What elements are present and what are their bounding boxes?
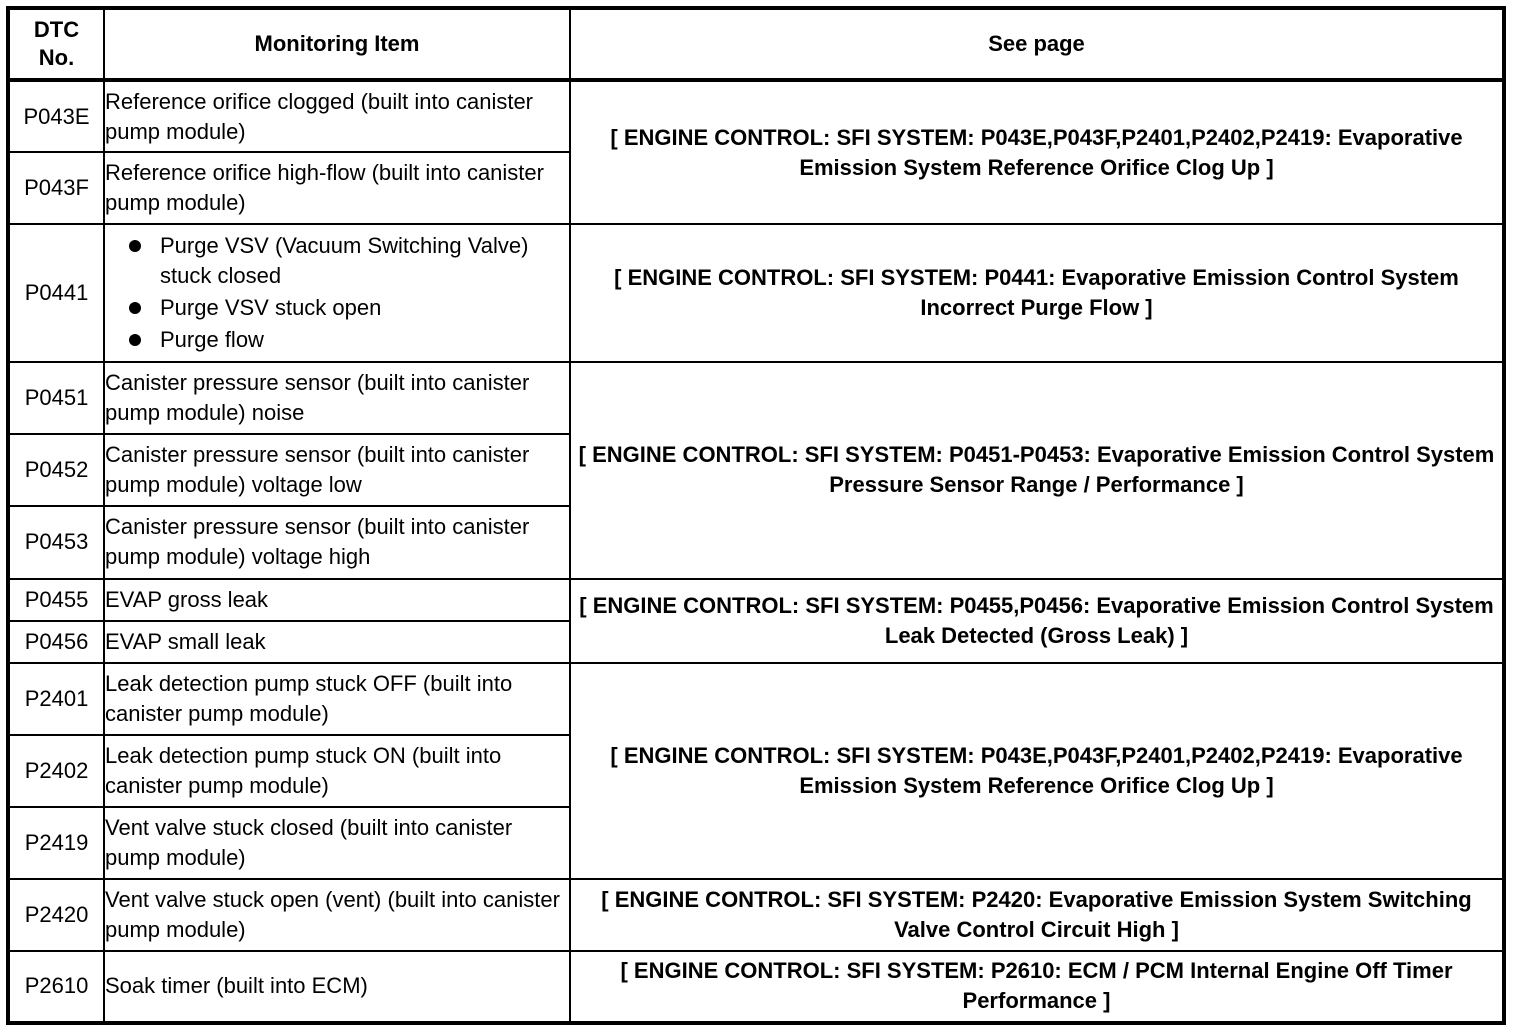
bullet-icon — [129, 334, 141, 346]
header-row — [8, 8, 1504, 80]
monitoring-item: Canister pressure sensor (built into canister pump module) noise — [104, 362, 570, 434]
table-row — [8, 951, 1504, 1023]
monitoring-item: Reference orifice clogged (built into canister pump module) — [104, 80, 570, 152]
list-item-text: Purge VSV stuck open — [160, 295, 382, 321]
table-row — [8, 579, 1504, 621]
header-dtc-no-label: DTC No. — [33, 17, 80, 71]
monitoring-item: Canister pressure sensor (built into canister pump module) voltage high — [104, 506, 570, 578]
monitoring-item: Leak detection pump stuck OFF (built into canister pump module) — [104, 663, 570, 735]
monitoring-item: Canister pressure sensor (built into canister pump module) voltage low — [104, 434, 570, 506]
dtc-code: P2419 — [8, 807, 104, 879]
see-page-reference: [ ENGINE CONTROL: SFI SYSTEM: P2610: ECM / PCM Internal Engine Off Timer Performance ] — [570, 951, 1504, 1023]
monitoring-item: EVAP gross leak — [104, 579, 570, 621]
see-page-reference: [ ENGINE CONTROL: SFI SYSTEM: P0455,P0456: Evaporative Emission Control System Leak Detected (Gross Leak) ] — [570, 579, 1504, 663]
monitoring-item: EVAP small leak — [104, 621, 570, 663]
see-page-reference: [ ENGINE CONTROL: SFI SYSTEM: P0451-P0453: Evaporative Emission Control System Pressure Sensor Range / Performance ] — [570, 362, 1504, 578]
table-row — [8, 80, 1504, 152]
dtc-code: P0451 — [8, 362, 104, 434]
table-row — [8, 224, 1504, 362]
dtc-code: P0453 — [8, 506, 104, 578]
see-page-reference: [ ENGINE CONTROL: SFI SYSTEM: P043E,P043F,P2401,P2402,P2419: Evaporative Emission System Reference Orifice Clog Up ] — [570, 663, 1504, 879]
bullet-icon — [129, 302, 141, 314]
dtc-code: P0441 — [8, 224, 104, 362]
see-page-reference: [ ENGINE CONTROL: SFI SYSTEM: P043E,P043F,P2401,P2402,P2419: Evaporative Emission System Reference Orifice Clog Up ] — [570, 80, 1504, 224]
monitoring-item: Reference orifice high-flow (built into canister pump module) — [104, 152, 570, 224]
list-item — [123, 231, 569, 291]
dtc-code: P2420 — [8, 879, 104, 951]
dtc-code: P043E — [8, 80, 104, 152]
header-see-page: See page — [570, 8, 1504, 80]
see-page-reference: [ ENGINE CONTROL: SFI SYSTEM: P2420: Evaporative Emission System Switching Valve Control Circuit High ] — [570, 879, 1504, 951]
dtc-code: P2402 — [8, 735, 104, 807]
see-page-reference: [ ENGINE CONTROL: SFI SYSTEM: P0441: Evaporative Emission Control System Incorrect Purge Flow ] — [570, 224, 1504, 362]
bullet-list — [105, 231, 569, 355]
list-item — [123, 293, 569, 323]
monitoring-item: Vent valve stuck open (vent) (built into canister pump module) — [104, 879, 570, 951]
bullet-icon — [129, 240, 141, 252]
header-monitoring-item: Monitoring Item — [104, 8, 570, 80]
dtc-code: P0456 — [8, 621, 104, 663]
dtc-code: P2401 — [8, 663, 104, 735]
monitoring-item: Vent valve stuck closed (built into canister pump module) — [104, 807, 570, 879]
table-row — [8, 879, 1504, 951]
monitoring-item: Soak timer (built into ECM) — [104, 951, 570, 1023]
list-item-text: Purge flow — [160, 327, 264, 353]
dtc-code: P0455 — [8, 579, 104, 621]
monitoring-item-list — [104, 224, 570, 362]
header-dtc-no — [8, 8, 104, 80]
list-item — [123, 325, 569, 355]
dtc-code: P2610 — [8, 951, 104, 1023]
dtc-code: P0452 — [8, 434, 104, 506]
table-row — [8, 663, 1504, 735]
dtc-code: P043F — [8, 152, 104, 224]
dtc-table — [6, 6, 1506, 1025]
monitoring-item: Leak detection pump stuck ON (built into canister pump module) — [104, 735, 570, 807]
table-row — [8, 362, 1504, 434]
list-item-text: Purge VSV (Vacuum Switching Valve) stuck closed — [160, 233, 529, 289]
